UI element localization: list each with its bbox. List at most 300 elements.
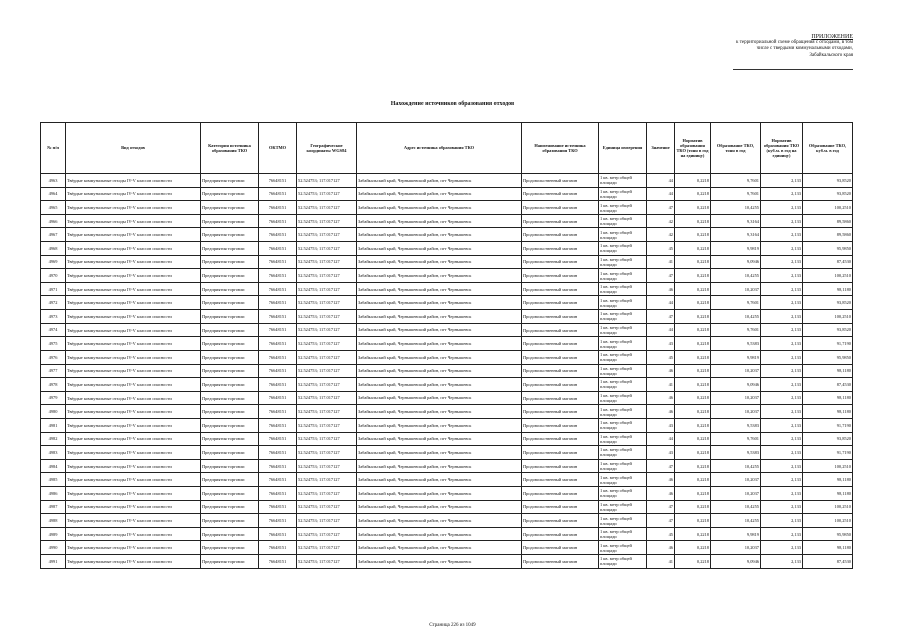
value-cell: 44	[647, 432, 675, 446]
source-address-cell: Забайкальский край, Чернышевский район, пгт Чернышевск	[357, 500, 522, 514]
table-row	[41, 255, 853, 269]
oktmo-code-cell: 76648151	[259, 269, 297, 283]
value-cell: 47	[647, 514, 675, 528]
source-name-cell: Продовольственный магазин	[522, 174, 599, 188]
coordinates-cell: 52.524753; 117.017127	[297, 201, 357, 215]
norm-tons-cell: 0,2218	[675, 242, 711, 256]
source-category-cell: Предприятия торговли	[201, 296, 259, 310]
row-number-cell: 4989	[41, 527, 66, 541]
waste-m3-cell: 93,8520	[803, 296, 853, 310]
oktmo-code-cell: 76648151	[259, 487, 297, 501]
source-name-cell: Продовольственный магазин	[522, 459, 599, 473]
waste-m3-cell: 95,9850	[803, 527, 853, 541]
row-number-cell: 4968	[41, 242, 66, 256]
waste-m3-cell: 100,2510	[803, 201, 853, 215]
source-category-cell: Предприятия торговли	[201, 432, 259, 446]
table-header-row	[41, 123, 853, 174]
source-category-cell: Предприятия торговли	[201, 473, 259, 487]
source-category-cell: Предприятия торговли	[201, 337, 259, 351]
unit-cell: 1 кв. метр общей площади	[599, 446, 647, 460]
waste-m3-cell: 100,2510	[803, 269, 853, 283]
unit-cell: 1 кв. метр общей площади	[599, 214, 647, 228]
unit-cell: 1 кв. метр общей площади	[599, 255, 647, 269]
waste-type-cell: Твёрдые коммунальные отходы IV-V классов опасности	[66, 187, 201, 201]
source-category-cell: Предприятия торговли	[201, 555, 259, 569]
coordinates-cell: 52.524753; 117.017127	[297, 269, 357, 283]
unit-cell: 1 кв. метр общей площади	[599, 378, 647, 392]
unit-cell: 1 кв. метр общей площади	[599, 282, 647, 296]
waste-tons-cell: 10,2037	[711, 391, 761, 405]
source-name-cell: Продовольственный магазин	[522, 214, 599, 228]
source-address-cell: Забайкальский край, Чернышевский район, пгт Чернышевск	[357, 269, 522, 283]
appendix-line: к территориальной схеме обращения с отходами, в том	[736, 40, 853, 46]
source-address-cell: Забайкальский край, Чернышевский район, пгт Чернышевск	[357, 350, 522, 364]
unit-cell: 1 кв. метр общей площади	[599, 174, 647, 188]
coordinates-cell: 52.524753; 117.017127	[297, 391, 357, 405]
source-name-cell: Продовольственный магазин	[522, 364, 599, 378]
table-row	[41, 378, 853, 392]
header-cell: Образование ТКО, тонн в год	[711, 123, 761, 174]
coordinates-cell: 52.524753; 117.017127	[297, 418, 357, 432]
table-row	[41, 296, 853, 310]
coordinates-cell: 52.524753; 117.017127	[297, 214, 357, 228]
source-name-cell: Продовольственный магазин	[522, 541, 599, 555]
waste-type-cell: Твёрдые коммунальные отходы IV-V классов опасности	[66, 269, 201, 283]
waste-tons-cell: 9,7601	[711, 187, 761, 201]
value-cell: 42	[647, 214, 675, 228]
row-number-cell: 4984	[41, 459, 66, 473]
waste-m3-cell: 98,1180	[803, 405, 853, 419]
waste-type-cell: Твёрдые коммунальные отходы IV-V классов опасности	[66, 282, 201, 296]
value-cell: 46	[647, 541, 675, 555]
waste-m3-cell: 89,5860	[803, 214, 853, 228]
source-category-cell: Предприятия торговли	[201, 459, 259, 473]
unit-cell: 1 кв. метр общей площади	[599, 432, 647, 446]
unit-cell: 1 кв. метр общей площади	[599, 541, 647, 555]
source-address-cell: Забайкальский край, Чернышевский район, пгт Чернышевск	[357, 174, 522, 188]
waste-m3-cell: 98,1180	[803, 487, 853, 501]
source-name-cell: Продовольственный магазин	[522, 432, 599, 446]
waste-type-cell: Твёрдые коммунальные отходы IV-V классов опасности	[66, 337, 201, 351]
waste-tons-cell: 9,9819	[711, 350, 761, 364]
header-cell: Вид отходов	[66, 123, 201, 174]
source-category-cell: Предприятия торговли	[201, 310, 259, 324]
header-cell: № п/п	[41, 123, 66, 174]
row-number-cell: 4981	[41, 418, 66, 432]
waste-m3-cell: 87,4530	[803, 378, 853, 392]
norm-tons-cell: 0,2218	[675, 418, 711, 432]
norm-m3-cell: 2,133	[761, 323, 803, 337]
table-row	[41, 242, 853, 256]
header-cell: Географические координаты WGS84	[297, 123, 357, 174]
coordinates-cell: 52.524753; 117.017127	[297, 405, 357, 419]
waste-m3-cell: 93,8520	[803, 432, 853, 446]
source-category-cell: Предприятия торговли	[201, 350, 259, 364]
oktmo-code-cell: 76648151	[259, 527, 297, 541]
waste-type-cell: Твёрдые коммунальные отходы IV-V классов опасности	[66, 255, 201, 269]
table-row	[41, 214, 853, 228]
coordinates-cell: 52.524753; 117.017127	[297, 473, 357, 487]
waste-type-cell: Твёрдые коммунальные отходы IV-V классов опасности	[66, 242, 201, 256]
source-name-cell: Продовольственный магазин	[522, 487, 599, 501]
waste-tons-cell: 10,2037	[711, 282, 761, 296]
source-address-cell: Забайкальский край, Чернышевский район, пгт Чернышевск	[357, 405, 522, 419]
norm-m3-cell: 2,133	[761, 269, 803, 283]
coordinates-cell: 52.524753; 117.017127	[297, 323, 357, 337]
norm-tons-cell: 0,2218	[675, 310, 711, 324]
norm-m3-cell: 2,133	[761, 378, 803, 392]
oktmo-code-cell: 76648151	[259, 187, 297, 201]
value-cell: 43	[647, 337, 675, 351]
table-row	[41, 282, 853, 296]
coordinates-cell: 52.524753; 117.017127	[297, 527, 357, 541]
unit-cell: 1 кв. метр общей площади	[599, 187, 647, 201]
table-row	[41, 364, 853, 378]
oktmo-code-cell: 76648151	[259, 446, 297, 460]
coordinates-cell: 52.524753; 117.017127	[297, 541, 357, 555]
value-cell: 45	[647, 350, 675, 364]
source-address-cell: Забайкальский край, Чернышевский район, пгт Чернышевск	[357, 337, 522, 351]
coordinates-cell: 52.524753; 117.017127	[297, 432, 357, 446]
waste-tons-cell: 10,2037	[711, 405, 761, 419]
row-number-cell: 4988	[41, 514, 66, 528]
source-category-cell: Предприятия торговли	[201, 405, 259, 419]
source-category-cell: Предприятия торговли	[201, 446, 259, 460]
norm-m3-cell: 2,133	[761, 418, 803, 432]
norm-tons-cell: 0,2218	[675, 174, 711, 188]
waste-type-cell: Твёрдые коммунальные отходы IV-V классов опасности	[66, 214, 201, 228]
waste-type-cell: Твёрдые коммунальные отходы IV-V классов опасности	[66, 418, 201, 432]
oktmo-code-cell: 76648151	[259, 228, 297, 242]
unit-cell: 1 кв. метр общей площади	[599, 296, 647, 310]
source-address-cell: Забайкальский край, Чернышевский район, пгт Чернышевск	[357, 228, 522, 242]
value-cell: 46	[647, 391, 675, 405]
waste-tons-cell: 9,0946	[711, 378, 761, 392]
waste-m3-cell: 98,1180	[803, 473, 853, 487]
waste-type-cell: Твёрдые коммунальные отходы IV-V классов опасности	[66, 459, 201, 473]
norm-tons-cell: 0,2218	[675, 350, 711, 364]
row-number-cell: 4967	[41, 228, 66, 242]
source-name-cell: Продовольственный магазин	[522, 446, 599, 460]
source-category-cell: Предприятия торговли	[201, 487, 259, 501]
waste-tons-cell: 9,3164	[711, 214, 761, 228]
norm-tons-cell: 0,2218	[675, 337, 711, 351]
source-address-cell: Забайкальский край, Чернышевский район, пгт Чернышевск	[357, 418, 522, 432]
norm-m3-cell: 2,133	[761, 473, 803, 487]
waste-type-cell: Твёрдые коммунальные отходы IV-V классов опасности	[66, 391, 201, 405]
waste-type-cell: Твёрдые коммунальные отходы IV-V классов опасности	[66, 487, 201, 501]
value-cell: 47	[647, 500, 675, 514]
source-name-cell: Продовольственный магазин	[522, 527, 599, 541]
source-name-cell: Продовольственный магазин	[522, 555, 599, 569]
oktmo-code-cell: 76648151	[259, 432, 297, 446]
header-cell: Единица измерения	[599, 123, 647, 174]
waste-m3-cell: 89,5860	[803, 228, 853, 242]
source-address-cell: Забайкальский край, Чернышевский район, пгт Чернышевск	[357, 541, 522, 555]
value-cell: 46	[647, 282, 675, 296]
norm-tons-cell: 0,2218	[675, 255, 711, 269]
row-number-cell: 4966	[41, 214, 66, 228]
oktmo-code-cell: 76648151	[259, 282, 297, 296]
page-footer: Страница 226 из 1049	[429, 623, 476, 628]
norm-m3-cell: 2,133	[761, 432, 803, 446]
table-row	[41, 337, 853, 351]
source-category-cell: Предприятия торговли	[201, 418, 259, 432]
norm-tons-cell: 0,2218	[675, 228, 711, 242]
waste-type-cell: Твёрдые коммунальные отходы IV-V классов опасности	[66, 350, 201, 364]
norm-tons-cell: 0,2218	[675, 514, 711, 528]
norm-m3-cell: 2,133	[761, 500, 803, 514]
signature-line	[733, 67, 853, 70]
waste-tons-cell: 9,0946	[711, 555, 761, 569]
coordinates-cell: 52.524753; 117.017127	[297, 487, 357, 501]
row-number-cell: 4976	[41, 350, 66, 364]
oktmo-code-cell: 76648151	[259, 459, 297, 473]
norm-tons-cell: 0,2218	[675, 432, 711, 446]
norm-m3-cell: 2,133	[761, 228, 803, 242]
coordinates-cell: 52.524753; 117.017127	[297, 187, 357, 201]
oktmo-code-cell: 76648151	[259, 391, 297, 405]
coordinates-cell: 52.524753; 117.017127	[297, 174, 357, 188]
coordinates-cell: 52.524753; 117.017127	[297, 350, 357, 364]
oktmo-code-cell: 76648151	[259, 378, 297, 392]
table-row	[41, 432, 853, 446]
waste-sources-table	[40, 122, 853, 569]
waste-tons-cell: 9,7601	[711, 174, 761, 188]
waste-type-cell: Твёрдые коммунальные отходы IV-V классов опасности	[66, 473, 201, 487]
value-cell: 44	[647, 174, 675, 188]
oktmo-code-cell: 76648151	[259, 555, 297, 569]
source-name-cell: Продовольственный магазин	[522, 228, 599, 242]
oktmo-code-cell: 76648151	[259, 174, 297, 188]
norm-m3-cell: 2,133	[761, 487, 803, 501]
waste-type-cell: Твёрдые коммунальные отходы IV-V классов опасности	[66, 527, 201, 541]
value-cell: 41	[647, 378, 675, 392]
coordinates-cell: 52.524753; 117.017127	[297, 364, 357, 378]
norm-tons-cell: 0,2218	[675, 391, 711, 405]
waste-type-cell: Твёрдые коммунальные отходы IV-V классов опасности	[66, 514, 201, 528]
header-cell: Наименование источника образования ТКО	[522, 123, 599, 174]
source-category-cell: Предприятия торговли	[201, 201, 259, 215]
coordinates-cell: 52.524753; 117.017127	[297, 228, 357, 242]
table-row	[41, 473, 853, 487]
value-cell: 47	[647, 201, 675, 215]
norm-tons-cell: 0,2218	[675, 214, 711, 228]
source-address-cell: Забайкальский край, Чернышевский район, пгт Чернышевск	[357, 487, 522, 501]
waste-tons-cell: 9,3164	[711, 228, 761, 242]
waste-tons-cell: 9,5383	[711, 446, 761, 460]
waste-tons-cell: 10,4255	[711, 514, 761, 528]
source-address-cell: Забайкальский край, Чернышевский район, пгт Чернышевск	[357, 310, 522, 324]
row-number-cell: 4964	[41, 187, 66, 201]
norm-tons-cell: 0,2218	[675, 282, 711, 296]
unit-cell: 1 кв. метр общей площади	[599, 459, 647, 473]
source-category-cell: Предприятия торговли	[201, 541, 259, 555]
norm-m3-cell: 2,133	[761, 201, 803, 215]
source-name-cell: Продовольственный магазин	[522, 391, 599, 405]
waste-m3-cell: 98,1180	[803, 364, 853, 378]
norm-tons-cell: 0,2218	[675, 269, 711, 283]
source-name-cell: Продовольственный магазин	[522, 473, 599, 487]
source-address-cell: Забайкальский край, Чернышевский район, пгт Чернышевск	[357, 214, 522, 228]
source-address-cell: Забайкальский край, Чернышевский район, пгт Чернышевск	[357, 201, 522, 215]
source-address-cell: Забайкальский край, Чернышевский район, пгт Чернышевск	[357, 242, 522, 256]
norm-tons-cell: 0,2218	[675, 364, 711, 378]
waste-m3-cell: 100,2510	[803, 310, 853, 324]
source-name-cell: Продовольственный магазин	[522, 310, 599, 324]
table-row	[41, 174, 853, 188]
waste-type-cell: Твёрдые коммунальные отходы IV-V классов опасности	[66, 405, 201, 419]
source-name-cell: Продовольственный магазин	[522, 514, 599, 528]
source-category-cell: Предприятия торговли	[201, 378, 259, 392]
norm-m3-cell: 2,133	[761, 446, 803, 460]
source-name-cell: Продовольственный магазин	[522, 255, 599, 269]
unit-cell: 1 кв. метр общей площади	[599, 405, 647, 419]
waste-m3-cell: 87,4530	[803, 555, 853, 569]
source-address-cell: Забайкальский край, Чернышевский район, пгт Чернышевск	[357, 391, 522, 405]
oktmo-code-cell: 76648151	[259, 350, 297, 364]
norm-m3-cell: 2,133	[761, 459, 803, 473]
source-category-cell: Предприятия торговли	[201, 500, 259, 514]
norm-tons-cell: 0,2218	[675, 323, 711, 337]
appendix-title: ПРИЛОЖЕНИЕ	[811, 34, 853, 40]
value-cell: 43	[647, 418, 675, 432]
norm-m3-cell: 2,133	[761, 364, 803, 378]
oktmo-code-cell: 76648151	[259, 337, 297, 351]
source-address-cell: Забайкальский край, Чернышевский район, пгт Чернышевск	[357, 255, 522, 269]
source-address-cell: Забайкальский край, Чернышевский район, пгт Чернышевск	[357, 473, 522, 487]
row-number-cell: 4971	[41, 282, 66, 296]
source-address-cell: Забайкальский край, Чернышевский район, пгт Чернышевск	[357, 446, 522, 460]
source-category-cell: Предприятия торговли	[201, 514, 259, 528]
table-row	[41, 487, 853, 501]
header-cell: Категория источника образования ТКО	[201, 123, 259, 174]
oktmo-code-cell: 76648151	[259, 214, 297, 228]
header-cell: Норматив образования ТКО (куб.м. в год на единицу)	[761, 123, 803, 174]
source-name-cell: Продовольственный магазин	[522, 201, 599, 215]
norm-m3-cell: 2,133	[761, 555, 803, 569]
waste-m3-cell: 100,2510	[803, 514, 853, 528]
waste-type-cell: Твёрдые коммунальные отходы IV-V классов опасности	[66, 323, 201, 337]
waste-tons-cell: 10,4255	[711, 201, 761, 215]
value-cell: 41	[647, 555, 675, 569]
value-cell: 47	[647, 459, 675, 473]
waste-type-cell: Твёрдые коммунальные отходы IV-V классов опасности	[66, 378, 201, 392]
row-number-cell: 4970	[41, 269, 66, 283]
waste-m3-cell: 91,7190	[803, 418, 853, 432]
row-number-cell: 4990	[41, 541, 66, 555]
table-body	[41, 174, 853, 569]
row-number-cell: 4986	[41, 487, 66, 501]
source-name-cell: Продовольственный магазин	[522, 296, 599, 310]
waste-type-cell: Твёрдые коммунальные отходы IV-V классов опасности	[66, 228, 201, 242]
norm-tons-cell: 0,2218	[675, 473, 711, 487]
unit-cell: 1 кв. метр общей площади	[599, 242, 647, 256]
waste-m3-cell: 98,1180	[803, 391, 853, 405]
unit-cell: 1 кв. метр общей площади	[599, 527, 647, 541]
source-name-cell: Продовольственный магазин	[522, 378, 599, 392]
source-name-cell: Продовольственный магазин	[522, 350, 599, 364]
coordinates-cell: 52.524753; 117.017127	[297, 514, 357, 528]
waste-type-cell: Твёрдые коммунальные отходы IV-V классов опасности	[66, 555, 201, 569]
source-address-cell: Забайкальский край, Чернышевский район, пгт Чернышевск	[357, 514, 522, 528]
norm-tons-cell: 0,2218	[675, 541, 711, 555]
coordinates-cell: 52.524753; 117.017127	[297, 255, 357, 269]
oktmo-code-cell: 76648151	[259, 541, 297, 555]
source-name-cell: Продовольственный магазин	[522, 187, 599, 201]
waste-tons-cell: 10,4255	[711, 459, 761, 473]
waste-type-cell: Твёрдые коммунальные отходы IV-V классов опасности	[66, 446, 201, 460]
waste-tons-cell: 9,5383	[711, 418, 761, 432]
table-row	[41, 350, 853, 364]
unit-cell: 1 кв. метр общей площади	[599, 487, 647, 501]
row-number-cell: 4974	[41, 323, 66, 337]
norm-m3-cell: 2,133	[761, 242, 803, 256]
value-cell: 47	[647, 310, 675, 324]
norm-m3-cell: 2,133	[761, 405, 803, 419]
source-category-cell: Предприятия торговли	[201, 269, 259, 283]
row-number-cell: 4979	[41, 391, 66, 405]
waste-m3-cell: 95,9850	[803, 350, 853, 364]
source-address-cell: Забайкальский край, Чернышевский район, пгт Чернышевск	[357, 459, 522, 473]
norm-tons-cell: 0,2218	[675, 378, 711, 392]
source-address-cell: Забайкальский край, Чернышевский район, пгт Чернышевск	[357, 323, 522, 337]
row-number-cell: 4980	[41, 405, 66, 419]
source-address-cell: Забайкальский край, Чернышевский район, пгт Чернышевск	[357, 527, 522, 541]
source-address-cell: Забайкальский край, Чернышевский район, пгт Чернышевск	[357, 432, 522, 446]
unit-cell: 1 кв. метр общей площади	[599, 310, 647, 324]
norm-tons-cell: 0,2218	[675, 405, 711, 419]
coordinates-cell: 52.524753; 117.017127	[297, 282, 357, 296]
unit-cell: 1 кв. метр общей площади	[599, 350, 647, 364]
row-number-cell: 4972	[41, 296, 66, 310]
unit-cell: 1 кв. метр общей площади	[599, 228, 647, 242]
row-number-cell: 4983	[41, 446, 66, 460]
value-cell: 45	[647, 527, 675, 541]
norm-tons-cell: 0,2218	[675, 500, 711, 514]
source-address-cell: Забайкальский край, Чернышевский район, пгт Чернышевск	[357, 555, 522, 569]
row-number-cell: 4975	[41, 337, 66, 351]
table-heading: Нахождение источников образования отходов	[390, 101, 515, 107]
norm-m3-cell: 2,133	[761, 174, 803, 188]
table-row	[41, 269, 853, 283]
norm-tons-cell: 0,2218	[675, 187, 711, 201]
table-row	[41, 323, 853, 337]
source-category-cell: Предприятия торговли	[201, 187, 259, 201]
oktmo-code-cell: 76648151	[259, 364, 297, 378]
source-category-cell: Предприятия торговли	[201, 228, 259, 242]
unit-cell: 1 кв. метр общей площади	[599, 201, 647, 215]
coordinates-cell: 52.524753; 117.017127	[297, 555, 357, 569]
waste-m3-cell: 93,8520	[803, 323, 853, 337]
unit-cell: 1 кв. метр общей площади	[599, 500, 647, 514]
table-row	[41, 459, 853, 473]
value-cell: 47	[647, 269, 675, 283]
waste-type-cell: Твёрдые коммунальные отходы IV-V классов опасности	[66, 174, 201, 188]
header-cell: Образование ТКО, куб.м. в год	[803, 123, 853, 174]
value-cell: 42	[647, 228, 675, 242]
row-number-cell: 4978	[41, 378, 66, 392]
source-address-cell: Забайкальский край, Чернышевский район, пгт Чернышевск	[357, 296, 522, 310]
norm-m3-cell: 2,133	[761, 527, 803, 541]
oktmo-code-cell: 76648151	[259, 255, 297, 269]
waste-type-cell: Твёрдые коммунальные отходы IV-V классов опасности	[66, 541, 201, 555]
waste-tons-cell: 10,2037	[711, 487, 761, 501]
unit-cell: 1 кв. метр общей площади	[599, 391, 647, 405]
source-category-cell: Предприятия торговли	[201, 527, 259, 541]
source-category-cell: Предприятия торговли	[201, 391, 259, 405]
unit-cell: 1 кв. метр общей площади	[599, 514, 647, 528]
